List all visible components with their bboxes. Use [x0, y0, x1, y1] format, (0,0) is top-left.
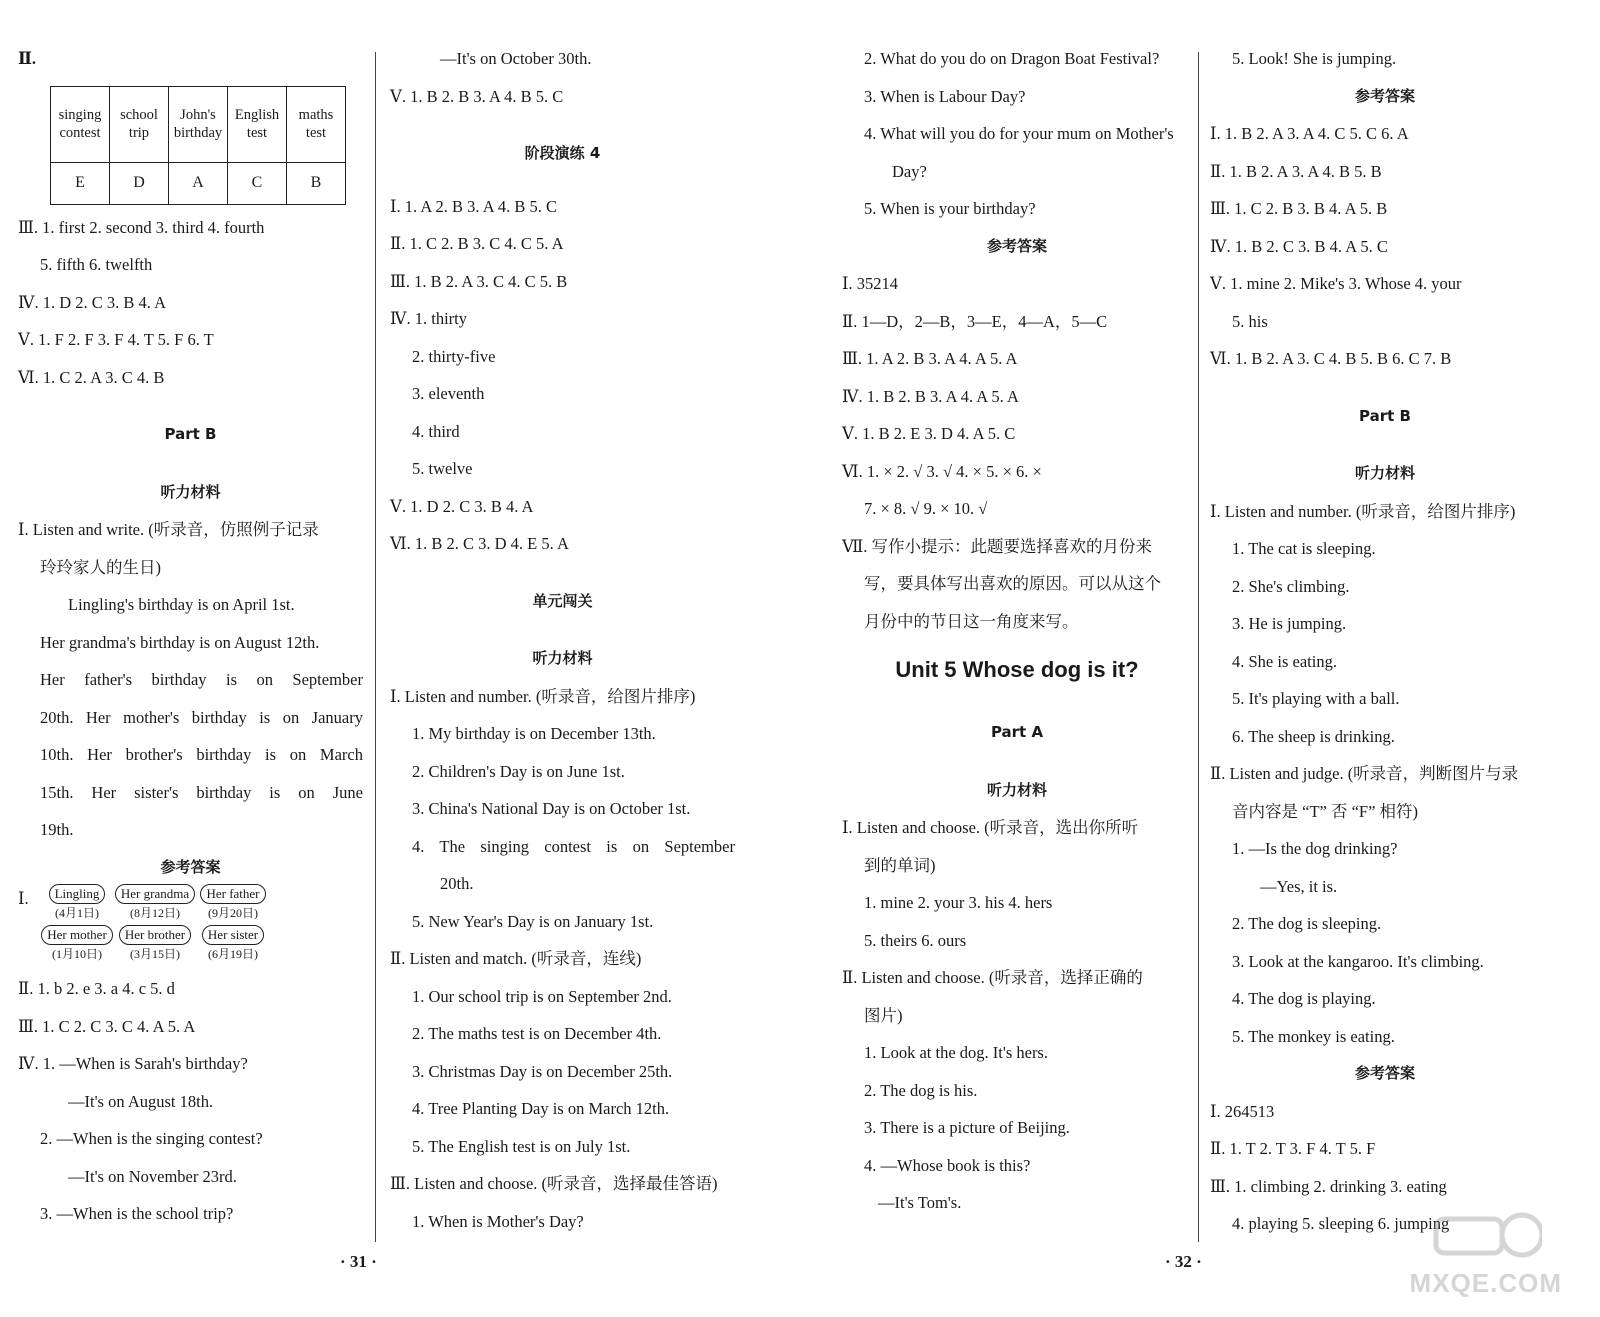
section-heading: 单元闯关	[532, 591, 593, 610]
table-cell: D	[110, 162, 169, 204]
answer-line: —It's on August 18th.	[68, 1091, 214, 1111]
column-2	[390, 40, 735, 1240]
answer-table	[50, 86, 346, 205]
section-heading: 阶段演练 4	[524, 144, 601, 162]
question-line: Ⅰ. Listen and write. (听录音，仿照例子记录	[18, 520, 319, 539]
question-line: —Yes, it is.	[1260, 876, 1338, 896]
answer-line: 月份中的节日这一角度来写。	[864, 611, 1079, 631]
question-line: 20th.	[440, 874, 474, 893]
question-line: Day?	[892, 161, 927, 181]
answer-line: Ⅰ. 1. B 2. A 3. A 4. C 5. C 6. A	[1210, 124, 1409, 143]
question-line: 1. Look at the dog. It's hers.	[864, 1043, 1048, 1062]
section-heading: 参考答案	[1354, 86, 1415, 105]
question-line: 5. The monkey is eating.	[1232, 1026, 1395, 1046]
question-line: 5. The English test is on July 1st.	[412, 1136, 631, 1156]
answer-line: Ⅰ. 264513	[1210, 1101, 1275, 1121]
table-cell: singing contest	[51, 86, 110, 162]
question-line: 3. He is jumping.	[1232, 614, 1347, 633]
question-line: 4. —Whose book is this?	[864, 1155, 1031, 1175]
question-line: 3. When is Labour Day?	[864, 86, 1026, 106]
answer-line: 3. —When is the school trip?	[40, 1204, 234, 1223]
watermark-logo-icon	[1432, 1207, 1542, 1267]
question-line: Ⅱ. Listen and choose. (听录音，选择正确的	[842, 968, 1143, 987]
question-line: 1. Our school trip is on September 2nd.	[412, 986, 672, 1006]
section-heading: 参考答案	[986, 236, 1047, 255]
answer-line: Ⅳ. 1. —When is Sarah's birthday?	[18, 1054, 248, 1073]
question-line: 2. Children's Day is on June 1st.	[412, 761, 625, 781]
table-answer-row	[51, 162, 346, 204]
question-line: 到的单词)	[864, 855, 936, 875]
circled-name: Lingling (4月1日)	[46, 884, 108, 921]
question-line: 1. —Is the dog drinking?	[1232, 839, 1398, 858]
question-line: 4. The singing contest is on September	[412, 836, 735, 856]
table-cell: C	[228, 162, 287, 204]
answer-line: Ⅴ. 1. mine 2. Mike's 3. Whose 4. your	[1210, 274, 1462, 293]
question-line: —It's Tom's.	[878, 1193, 962, 1212]
question-line: 5. New Year's Day is on January 1st.	[412, 911, 654, 931]
table-cell: English test	[228, 86, 287, 162]
question-line: 音内容是 “T” 否 “F” 相符)	[1232, 801, 1419, 821]
answer-line: Ⅲ. 1. C 2. B 3. B 4. A 5. B	[1210, 199, 1388, 218]
answer-line: Ⅲ. 1. C 2. C 3. C 4. A 5. A	[18, 1016, 196, 1036]
question-line: 3. Look at the kangaroo. It's climbing.	[1232, 951, 1484, 971]
question-line: Ⅰ. Listen and number. (听录音，给图片排序)	[390, 686, 696, 706]
answer-line: Ⅱ. 1. T 2. T 3. F 4. T 5. F	[1210, 1139, 1376, 1158]
question-line: 4. Tree Planting Day is on March 12th.	[412, 1099, 670, 1118]
answer-line: Ⅲ. 1. B 2. A 3. C 4. C 5. B	[390, 271, 568, 291]
question-line: Ⅱ. Listen and judge. (听录音，判断图片与录	[1210, 764, 1519, 783]
question-line: 3. China's National Day is on October 1st.	[412, 799, 691, 818]
question-line: 2. The maths test is on December 4th.	[412, 1024, 662, 1043]
table-cell: A	[169, 162, 228, 204]
section-label: Ⅰ.	[18, 889, 29, 908]
answer-line: Ⅰ. 35214	[842, 274, 899, 293]
section-heading: 听力材料	[1354, 464, 1415, 482]
answer-line: Ⅰ. 1. A 2. B 3. A 4. B 5. C	[390, 196, 557, 216]
section-heading: Part B	[1359, 406, 1411, 425]
question-line: 5. theirs 6. ours	[864, 930, 967, 950]
answer-line: 5. fifth 6. twelfth	[40, 255, 153, 274]
question-line: 图片)	[864, 1005, 903, 1025]
column-4	[1210, 40, 1560, 1243]
section-heading: 听力材料	[532, 649, 593, 667]
question-line: Ⅰ. Listen and choose. (听录音，选出你所听	[842, 818, 1139, 837]
question-line: 4. What will you do for your mum on Mother's	[864, 124, 1174, 143]
passage-line: Her father's birthday is on September	[40, 670, 363, 689]
question-line: 1. My birthday is on December 13th.	[412, 724, 656, 743]
question-line: 4. The dog is playing.	[1232, 989, 1376, 1008]
answer-line: Ⅴ. 1. D 2. C 3. B 4. A	[390, 496, 534, 516]
section-heading: 参考答案	[160, 857, 221, 876]
answer-line: Ⅱ. 1. C 2. B 3. C 4. C 5. A	[390, 234, 564, 253]
watermark-text: MXQE.COM	[1409, 1268, 1562, 1298]
question-line: 5. It's playing with a ball.	[1232, 689, 1400, 708]
answer-line: Ⅵ. 1. B 2. C 3. D 4. E 5. A	[390, 534, 569, 553]
section-label: Ⅱ.	[18, 49, 37, 68]
question-line: 2. She's climbing.	[1232, 576, 1350, 596]
question-line: 玲玲家人的生日)	[40, 557, 161, 577]
page-number: · 31 ·	[340, 1252, 377, 1271]
question-line: 4. She is eating.	[1232, 651, 1337, 671]
question-line: Ⅰ. Listen and number. (听录音，给图片排序)	[1210, 501, 1516, 521]
table-cell: John's birthday	[169, 86, 228, 162]
answer-line: Ⅶ. 写作小提示：此题要选择喜欢的月份来	[842, 536, 1153, 556]
question-line: 5. When is your birthday?	[864, 199, 1036, 218]
answer-line: Ⅴ. 1. B 2. E 3. D 4. A 5. C	[842, 424, 1016, 443]
passage-line: Lingling's birthday is on April 1st.	[68, 595, 295, 614]
circled-name: Her father (9月20日)	[202, 884, 264, 921]
answer-line: 3. eleventh	[412, 384, 485, 403]
answer-line: Ⅳ. 1. thirty	[390, 309, 467, 328]
answer-line: —It's on October 30th.	[440, 49, 592, 68]
answer-line: Ⅴ. 1. F 2. F 3. F 4. T 5. F 6. T	[18, 330, 214, 349]
table-cell: maths test	[287, 86, 346, 162]
answer-line: Ⅱ. 1. B 2. A 3. A 4. B 5. B	[1210, 161, 1382, 181]
passage-line: 10th. Her brother's birthday is on March	[40, 745, 363, 764]
answer-line: Ⅳ. 1. D 2. C 3. B 4. A	[18, 292, 167, 312]
circled-answers	[18, 884, 363, 970]
answer-line: Ⅴ. 1. B 2. B 3. A 4. B 5. C	[390, 86, 564, 106]
question-line: 2. What do you do on Dragon Boat Festival?	[864, 49, 1160, 68]
question-line: 6. The sheep is drinking.	[1232, 726, 1395, 746]
watermark	[1402, 1207, 1562, 1299]
question-line: Ⅲ. Listen and choose. (听录音，选择最佳答语)	[390, 1174, 718, 1193]
answer-line: Ⅲ. 1. first 2. second 3. third 4. fourth	[18, 217, 265, 237]
question-line: 5. Look! She is jumping.	[1232, 49, 1397, 68]
question-line: 1. When is Mother's Day?	[412, 1211, 584, 1231]
table-cell: school trip	[110, 86, 169, 162]
answer-line: 2. thirty-five	[412, 346, 496, 366]
answer-line: 5. twelve	[412, 459, 473, 478]
answer-line: Ⅲ. 1. climbing 2. drinking 3. eating	[1210, 1176, 1447, 1196]
section-heading: Part A	[990, 723, 1044, 741]
answer-line: Ⅱ. 1. b 2. e 3. a 4. c 5. d	[18, 979, 175, 998]
answer-line: Ⅵ. 1. × 2. √ 3. √ 4. × 5. × 6. ×	[842, 461, 1042, 481]
answer-line: 写，要具体写出喜欢的原因。可以从这个	[864, 574, 1161, 593]
answer-line: 5. his	[1232, 311, 1268, 331]
unit-title: Unit 5 Whose dog is it?	[895, 657, 1139, 682]
circled-name: Her brother (3月15日)	[124, 925, 186, 962]
passage-line: 19th.	[40, 820, 74, 839]
answer-line: 7. × 8. √ 9. × 10. √	[864, 499, 988, 518]
section-heading: 参考答案	[1354, 1064, 1415, 1082]
passage-line: 20th. Her mother's birthday is on January	[40, 707, 363, 727]
question-line: Ⅱ. Listen and match. (听录音，连线)	[390, 949, 642, 968]
section-heading: 听力材料	[160, 482, 221, 501]
column-divider	[1198, 52, 1199, 1242]
table-cell: B	[287, 162, 346, 204]
answer-line: Ⅳ. 1. B 2. C 3. B 4. A 5. C	[1210, 236, 1388, 256]
circled-name: Her mother (1月10日)	[46, 925, 108, 962]
passage-line: 15th. Her sister's birthday is on June	[40, 782, 363, 802]
answer-line: 2. —When is the singing contest?	[40, 1129, 263, 1148]
answer-line: 4. third	[412, 421, 460, 441]
column-divider	[375, 52, 376, 1242]
page-number: · 32 ·	[1165, 1252, 1202, 1271]
column-3	[842, 40, 1192, 1222]
section-heading: 听力材料	[986, 780, 1047, 799]
question-line: 3. Christmas Day is on December 25th.	[412, 1061, 673, 1081]
answer-line: Ⅵ. 1. B 2. A 3. C 4. B 5. B 6. C 7. B	[1210, 349, 1452, 368]
answer-line: Ⅵ. 1. C 2. A 3. C 4. B	[18, 367, 165, 387]
question-line: 1. The cat is sleeping.	[1232, 539, 1376, 558]
question-line: 1. mine 2. your 3. his 4. hers	[864, 893, 1053, 912]
circled-name: Her grandma (8月12日)	[124, 884, 186, 921]
answer-line: —It's on November 23rd.	[68, 1166, 237, 1186]
answer-line: Ⅳ. 1. B 2. B 3. A 4. A 5. A	[842, 386, 1019, 406]
question-line: 2. The dog is his.	[864, 1080, 978, 1100]
question-line: 3. There is a picture of Beijing.	[864, 1118, 1070, 1137]
column-1	[18, 40, 363, 1233]
answer-line: Ⅱ. 1—D，2—B，3—E，4—A，5—C	[842, 311, 1108, 331]
table-cell: E	[51, 162, 110, 204]
passage-line: Her grandma's birthday is on August 12th.	[40, 632, 320, 652]
circled-name: Her sister (6月19日)	[202, 925, 264, 962]
answer-line: 4. playing 5. sleeping 6. jumping	[1232, 1214, 1450, 1233]
question-line: 2. The dog is sleeping.	[1232, 914, 1382, 933]
section-heading: Part B	[164, 425, 217, 443]
table-header-row	[51, 86, 346, 162]
answer-line: Ⅲ. 1. A 2. B 3. A 4. A 5. A	[842, 349, 1018, 368]
